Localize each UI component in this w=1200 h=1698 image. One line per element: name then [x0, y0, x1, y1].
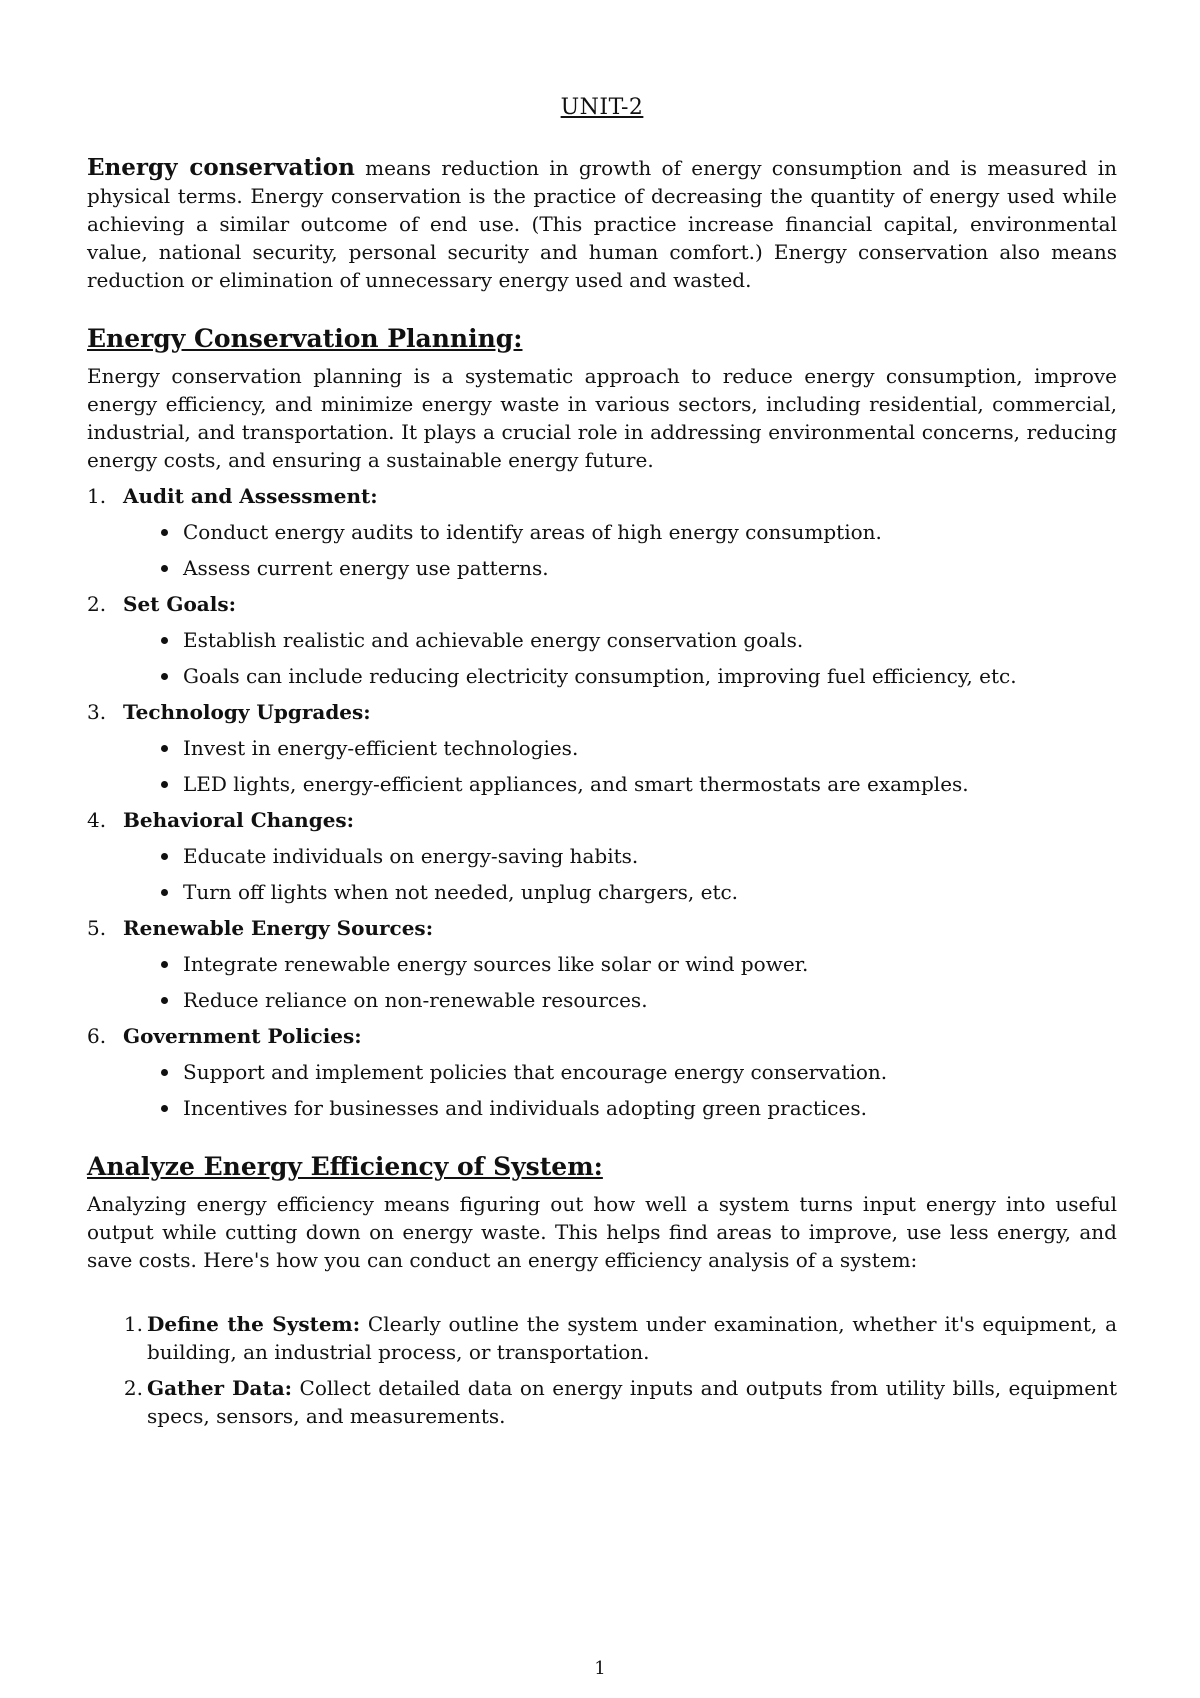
step-bullets	[87, 950, 1117, 1014]
document-page	[87, 95, 1117, 1438]
step-label: Audit and Assessment:	[123, 484, 378, 508]
bullet-item	[87, 770, 1117, 798]
planning-step	[87, 482, 1117, 582]
bullet-icon	[159, 626, 183, 654]
bullet-icon	[159, 1094, 183, 1122]
bullet-item	[87, 554, 1117, 582]
bullet-text: Assess current energy use patterns.	[183, 556, 549, 580]
bullet-text: Invest in energy-efficient technologies.	[183, 736, 579, 760]
step-number: 1.	[87, 484, 107, 508]
bullet-item	[87, 1058, 1117, 1086]
bullet-icon	[159, 770, 183, 798]
step-bullets	[87, 842, 1117, 906]
step-number: 3.	[87, 700, 107, 724]
intro-term: Energy conservation	[87, 154, 355, 181]
analysis-step	[87, 1374, 1117, 1430]
analysis-paragraph: Analyzing energy efficiency means figuring out how well a system turns input energy into useful output while cutting down on energy waste. This helps find areas to improve, use less energy, and save costs. Here's how you can conduct an energy efficiency analysis of a system:	[87, 1192, 1117, 1272]
bullet-icon	[159, 986, 183, 1014]
step-text: Clearly outline the system under examination, whether it's equipment, a building, an industrial process, or transportation.	[147, 1312, 1117, 1364]
bullet-icon	[159, 950, 183, 978]
analysis-steps-list	[87, 1310, 1117, 1430]
bullet-item	[87, 842, 1117, 870]
intro-paragraph	[87, 154, 1117, 294]
step-text: Collect detailed data on energy inputs and outputs from utility bills, equipment specs, sensors, and measurements.	[147, 1376, 1117, 1428]
analysis-heading: Analyze Energy Efficiency of System:	[87, 1152, 603, 1181]
bullet-item	[87, 878, 1117, 906]
bullet-text: Support and implement policies that encourage energy conservation.	[183, 1060, 888, 1084]
bullet-item	[87, 986, 1117, 1014]
bullet-text: Educate individuals on energy-saving habits.	[183, 844, 639, 868]
bullet-icon	[159, 878, 183, 906]
step-bullets	[87, 518, 1117, 582]
bullet-item	[87, 734, 1117, 762]
bullet-text: Integrate renewable energy sources like solar or wind power.	[183, 952, 809, 976]
step-number: 4.	[87, 808, 107, 832]
bullet-icon	[159, 554, 183, 582]
bullet-item	[87, 950, 1117, 978]
step-number: 2.	[87, 592, 107, 616]
step-number: 5.	[87, 916, 107, 940]
bullet-item	[87, 518, 1117, 546]
bullet-text: Incentives for businesses and individuals adopting green practices.	[183, 1096, 867, 1120]
planning-step	[87, 1022, 1117, 1122]
step-number: 1.	[123, 1312, 143, 1336]
bullet-text: Turn off lights when not needed, unplug chargers, etc.	[183, 880, 739, 904]
step-label: Technology Upgrades:	[123, 700, 371, 724]
analysis-step	[87, 1310, 1117, 1366]
step-label: Gather Data:	[147, 1376, 293, 1400]
planning-step	[87, 698, 1117, 798]
planning-paragraph: Energy conservation planning is a systematic approach to reduce energy consumption, improve energy efficiency, and minimize energy waste in various sectors, including residential, commercial, industrial, and transportation. It plays a crucial role in addressing environmental concerns, reducing energy costs, and ensuring a sustainable energy future.	[87, 364, 1117, 472]
bullet-icon	[159, 518, 183, 546]
bullet-icon	[159, 662, 183, 690]
page-number: 1	[594, 1658, 606, 1679]
bullet-icon	[159, 1058, 183, 1086]
bullet-item	[87, 1094, 1117, 1122]
planning-step	[87, 590, 1117, 690]
bullet-text: Establish realistic and achievable energy conservation goals.	[183, 628, 804, 652]
bullet-text: Reduce reliance on non-renewable resources.	[183, 988, 648, 1012]
step-label: Behavioral Changes:	[123, 808, 355, 832]
bullet-text: LED lights, energy-efficient appliances, and smart thermostats are examples.	[183, 772, 969, 796]
bullet-item	[87, 662, 1117, 690]
step-body	[147, 1310, 1117, 1366]
unit-title: UNIT-2	[560, 95, 644, 120]
bullet-item	[87, 626, 1117, 654]
step-bullets	[87, 734, 1117, 798]
step-label: Renewable Energy Sources:	[123, 916, 434, 940]
bullet-text: Goals can include reducing electricity consumption, improving fuel efficiency, etc.	[183, 664, 1017, 688]
step-label: Define the System:	[147, 1312, 361, 1336]
planning-step	[87, 806, 1117, 906]
planning-heading: Energy Conservation Planning:	[87, 324, 523, 353]
step-label: Set Goals:	[123, 592, 236, 616]
step-body	[147, 1374, 1117, 1430]
step-bullets	[87, 626, 1117, 690]
step-bullets	[87, 1058, 1117, 1122]
bullet-icon	[159, 734, 183, 762]
planning-step	[87, 914, 1117, 1014]
step-number: 2.	[123, 1376, 143, 1400]
step-number: 6.	[87, 1024, 107, 1048]
bullet-text: Conduct energy audits to identify areas of high energy consumption.	[183, 520, 882, 544]
planning-steps-list	[87, 482, 1117, 1122]
bullet-icon	[159, 842, 183, 870]
step-label: Government Policies:	[123, 1024, 362, 1048]
intro-text: means reduction in growth of energy consumption and is measured in physical terms. Energy conservation is the practice of decreasing the quantity of energy used while achieving a similar outcome of end use. (This practice increase financial capital, environmental value, national security, personal security and human comfort.) Energy conservation also means reduction or elimination of unnecessary energy used and wasted.	[87, 156, 1117, 292]
